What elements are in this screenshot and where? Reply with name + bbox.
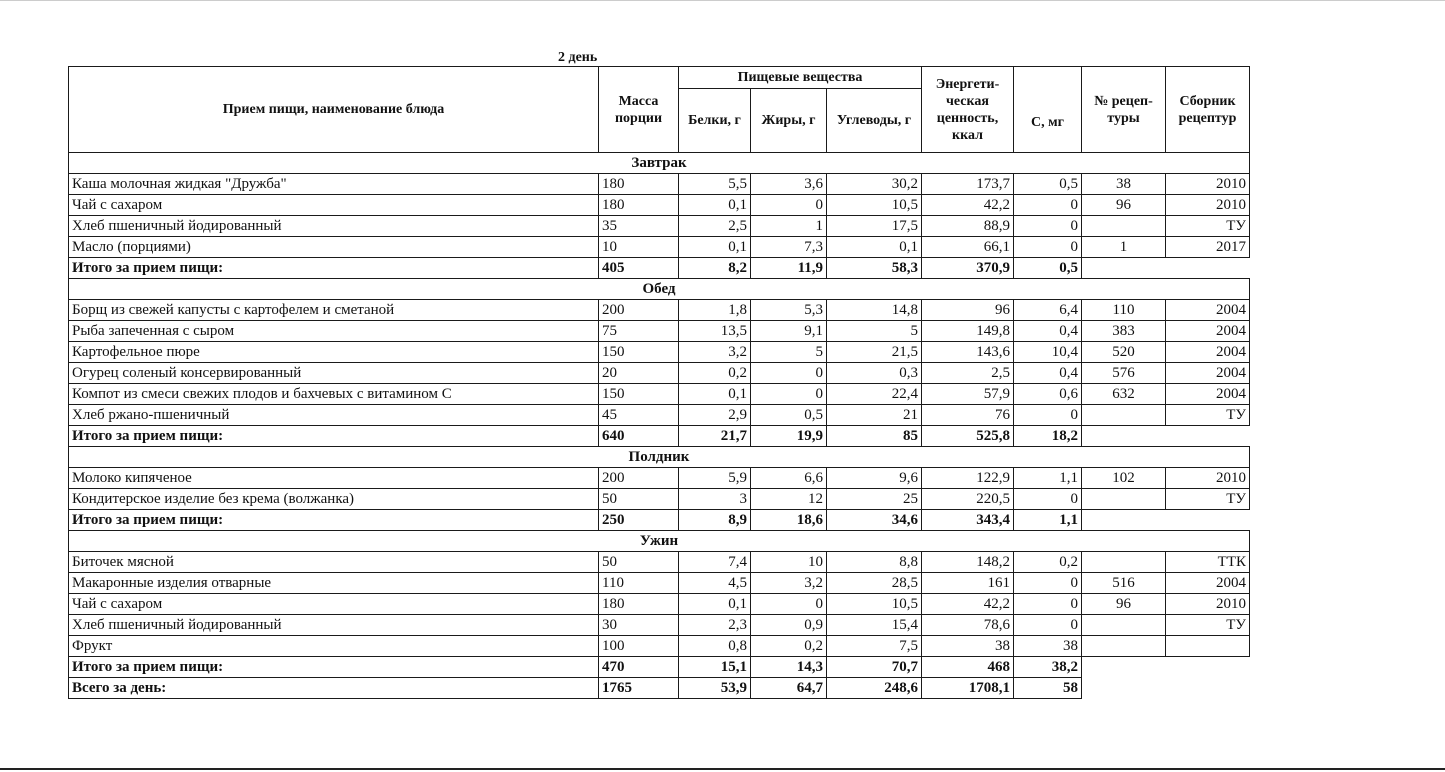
dish-vitc: 0,4 bbox=[1014, 321, 1082, 342]
dish-energy: 38 bbox=[922, 636, 1014, 657]
dish-mass: 200 bbox=[599, 300, 679, 321]
header-nutrients: Пищевые вещества bbox=[679, 67, 922, 89]
section-title: Обед bbox=[69, 279, 1250, 300]
total-label: Итого за прием пищи: bbox=[69, 426, 599, 447]
dish-carbs: 5 bbox=[827, 321, 922, 342]
dish-book: 2010 bbox=[1166, 594, 1250, 615]
section-title: Полдник bbox=[69, 447, 1250, 468]
grand-total-vitc: 58 bbox=[1014, 678, 1082, 699]
total-carbs: 34,6 bbox=[827, 510, 922, 531]
total-protein: 15,1 bbox=[679, 657, 751, 678]
dish-name: Компот из смеси свежих плодов и бахчевых с витамином С bbox=[69, 384, 599, 405]
dish-book: 2017 bbox=[1166, 237, 1250, 258]
empty-cell bbox=[1082, 510, 1166, 531]
dish-protein: 5,9 bbox=[679, 468, 751, 489]
dish-vitc: 0,4 bbox=[1014, 363, 1082, 384]
dish-book: ТТК bbox=[1166, 552, 1250, 573]
dish-recipe bbox=[1082, 636, 1166, 657]
dish-name: Чай с сахаром bbox=[69, 195, 599, 216]
total-vitc: 0,5 bbox=[1014, 258, 1082, 279]
dish-protein: 2,5 bbox=[679, 216, 751, 237]
table-header bbox=[69, 67, 1250, 153]
header-energy: Энергети- ческая ценность, ккал bbox=[922, 67, 1014, 153]
dish-mass: 50 bbox=[599, 489, 679, 510]
grand-total-fat: 64,7 bbox=[751, 678, 827, 699]
dish-energy: 2,5 bbox=[922, 363, 1014, 384]
dish-fat: 6,6 bbox=[751, 468, 827, 489]
dish-book: ТУ bbox=[1166, 615, 1250, 636]
table-row bbox=[69, 573, 1250, 594]
dish-fat: 0 bbox=[751, 384, 827, 405]
dish-carbs: 14,8 bbox=[827, 300, 922, 321]
dish-name: Фрукт bbox=[69, 636, 599, 657]
grand-total-protein: 53,9 bbox=[679, 678, 751, 699]
empty-cell bbox=[1166, 510, 1250, 531]
dish-energy: 78,6 bbox=[922, 615, 1014, 636]
dish-book: 2004 bbox=[1166, 363, 1250, 384]
dish-book: 2010 bbox=[1166, 468, 1250, 489]
dish-energy: 173,7 bbox=[922, 174, 1014, 195]
dish-mass: 100 bbox=[599, 636, 679, 657]
dish-fat: 3,2 bbox=[751, 573, 827, 594]
menu-table bbox=[68, 66, 1250, 699]
section-header-row bbox=[69, 447, 1250, 468]
dish-carbs: 22,4 bbox=[827, 384, 922, 405]
dish-carbs: 9,6 bbox=[827, 468, 922, 489]
dish-name: Рыба запеченная с сыром bbox=[69, 321, 599, 342]
dish-recipe: 96 bbox=[1082, 594, 1166, 615]
dish-vitc: 6,4 bbox=[1014, 300, 1082, 321]
total-row bbox=[69, 510, 1250, 531]
table-row bbox=[69, 594, 1250, 615]
total-carbs: 70,7 bbox=[827, 657, 922, 678]
total-protein: 8,9 bbox=[679, 510, 751, 531]
dish-fat: 0 bbox=[751, 363, 827, 384]
dish-mass: 180 bbox=[599, 594, 679, 615]
dish-book: ТУ bbox=[1166, 216, 1250, 237]
dish-name: Хлеб пшеничный йодированный bbox=[69, 615, 599, 636]
scan-edge-top bbox=[0, 0, 1445, 1]
table-row bbox=[69, 384, 1250, 405]
dish-carbs: 21,5 bbox=[827, 342, 922, 363]
total-row bbox=[69, 258, 1250, 279]
dish-protein: 0,1 bbox=[679, 237, 751, 258]
dish-name: Картофельное пюре bbox=[69, 342, 599, 363]
total-carbs: 85 bbox=[827, 426, 922, 447]
table-row bbox=[69, 468, 1250, 489]
dish-energy: 57,9 bbox=[922, 384, 1014, 405]
dish-mass: 30 bbox=[599, 615, 679, 636]
dish-name: Чай с сахаром bbox=[69, 594, 599, 615]
dish-fat: 10 bbox=[751, 552, 827, 573]
dish-carbs: 7,5 bbox=[827, 636, 922, 657]
dish-fat: 5,3 bbox=[751, 300, 827, 321]
dish-book: 2004 bbox=[1166, 573, 1250, 594]
section-header-row bbox=[69, 279, 1250, 300]
dish-book: ТУ bbox=[1166, 405, 1250, 426]
dish-book: 2010 bbox=[1166, 174, 1250, 195]
total-fat: 19,9 bbox=[751, 426, 827, 447]
dish-energy: 143,6 bbox=[922, 342, 1014, 363]
dish-carbs: 0,3 bbox=[827, 363, 922, 384]
dish-energy: 149,8 bbox=[922, 321, 1014, 342]
dish-name: Хлеб пшеничный йодированный bbox=[69, 216, 599, 237]
dish-protein: 7,4 bbox=[679, 552, 751, 573]
page-title: 2 день bbox=[558, 50, 598, 65]
dish-fat: 12 bbox=[751, 489, 827, 510]
dish-name: Кондитерское изделие без крема (волжанка) bbox=[69, 489, 599, 510]
dish-fat: 0,5 bbox=[751, 405, 827, 426]
dish-recipe bbox=[1082, 615, 1166, 636]
total-row bbox=[69, 657, 1250, 678]
dish-carbs: 21 bbox=[827, 405, 922, 426]
empty-cell bbox=[1166, 678, 1250, 699]
dish-mass: 35 bbox=[599, 216, 679, 237]
dish-name: Хлеб ржано-пшеничный bbox=[69, 405, 599, 426]
dish-recipe bbox=[1082, 552, 1166, 573]
dish-protein: 2,9 bbox=[679, 405, 751, 426]
dish-book bbox=[1166, 636, 1250, 657]
table-row bbox=[69, 363, 1250, 384]
total-mass: 470 bbox=[599, 657, 679, 678]
dish-recipe bbox=[1082, 489, 1166, 510]
grand-total-carbs: 248,6 bbox=[827, 678, 922, 699]
dish-vitc: 0 bbox=[1014, 594, 1082, 615]
dish-protein: 0,1 bbox=[679, 594, 751, 615]
dish-name: Молоко кипяченое bbox=[69, 468, 599, 489]
dish-fat: 0 bbox=[751, 594, 827, 615]
dish-vitc: 0,2 bbox=[1014, 552, 1082, 573]
dish-recipe: 516 bbox=[1082, 573, 1166, 594]
dish-book: 2004 bbox=[1166, 321, 1250, 342]
empty-cell bbox=[1082, 426, 1166, 447]
section-header-row bbox=[69, 153, 1250, 174]
header-fat: Жиры, г bbox=[751, 89, 827, 153]
table-row bbox=[69, 216, 1250, 237]
total-vitc: 18,2 bbox=[1014, 426, 1082, 447]
dish-carbs: 8,8 bbox=[827, 552, 922, 573]
dish-recipe: 110 bbox=[1082, 300, 1166, 321]
dish-name: Масло (порциями) bbox=[69, 237, 599, 258]
dish-fat: 1 bbox=[751, 216, 827, 237]
table-row bbox=[69, 342, 1250, 363]
header-protein: Белки, г bbox=[679, 89, 751, 153]
dish-mass: 150 bbox=[599, 384, 679, 405]
header-carbs: Углеводы, г bbox=[827, 89, 922, 153]
dish-energy: 42,2 bbox=[922, 195, 1014, 216]
table-body bbox=[69, 153, 1250, 699]
dish-vitc: 10,4 bbox=[1014, 342, 1082, 363]
dish-mass: 50 bbox=[599, 552, 679, 573]
dish-vitc: 0 bbox=[1014, 237, 1082, 258]
dish-recipe: 38 bbox=[1082, 174, 1166, 195]
dish-mass: 200 bbox=[599, 468, 679, 489]
total-label: Итого за прием пищи: bbox=[69, 510, 599, 531]
table-row bbox=[69, 195, 1250, 216]
total-mass: 640 bbox=[599, 426, 679, 447]
total-fat: 14,3 bbox=[751, 657, 827, 678]
dish-fat: 5 bbox=[751, 342, 827, 363]
dish-protein: 0,1 bbox=[679, 195, 751, 216]
dish-energy: 96 bbox=[922, 300, 1014, 321]
dish-protein: 1,8 bbox=[679, 300, 751, 321]
dish-mass: 150 bbox=[599, 342, 679, 363]
dish-protein: 2,3 bbox=[679, 615, 751, 636]
table-row bbox=[69, 489, 1250, 510]
dish-fat: 3,6 bbox=[751, 174, 827, 195]
dish-energy: 220,5 bbox=[922, 489, 1014, 510]
dish-vitc: 0 bbox=[1014, 573, 1082, 594]
total-label: Итого за прием пищи: bbox=[69, 657, 599, 678]
grand-total-row bbox=[69, 678, 1250, 699]
scan-edge-bottom bbox=[0, 768, 1445, 770]
table-row bbox=[69, 237, 1250, 258]
table-row bbox=[69, 300, 1250, 321]
dish-mass: 180 bbox=[599, 174, 679, 195]
dish-carbs: 10,5 bbox=[827, 195, 922, 216]
dish-fat: 0,2 bbox=[751, 636, 827, 657]
section-title: Завтрак bbox=[69, 153, 1250, 174]
dish-protein: 0,2 bbox=[679, 363, 751, 384]
dish-protein: 13,5 bbox=[679, 321, 751, 342]
grand-total-energy: 1708,1 bbox=[922, 678, 1014, 699]
dish-protein: 3 bbox=[679, 489, 751, 510]
empty-cell bbox=[1082, 258, 1166, 279]
dish-energy: 42,2 bbox=[922, 594, 1014, 615]
dish-recipe: 520 bbox=[1082, 342, 1166, 363]
dish-carbs: 30,2 bbox=[827, 174, 922, 195]
dish-name: Макаронные изделия отварные bbox=[69, 573, 599, 594]
dish-vitc: 1,1 bbox=[1014, 468, 1082, 489]
header-meal: Прием пищи, наименование блюда bbox=[69, 67, 599, 153]
dish-recipe: 576 bbox=[1082, 363, 1166, 384]
dish-protein: 0,1 bbox=[679, 384, 751, 405]
dish-book: ТУ bbox=[1166, 489, 1250, 510]
total-protein: 8,2 bbox=[679, 258, 751, 279]
table-row bbox=[69, 552, 1250, 573]
dish-recipe: 102 bbox=[1082, 468, 1166, 489]
dish-recipe: 383 bbox=[1082, 321, 1166, 342]
dish-mass: 10 bbox=[599, 237, 679, 258]
empty-cell bbox=[1166, 258, 1250, 279]
dish-vitc: 0 bbox=[1014, 405, 1082, 426]
dish-carbs: 28,5 bbox=[827, 573, 922, 594]
grand-total-mass: 1765 bbox=[599, 678, 679, 699]
dish-energy: 161 bbox=[922, 573, 1014, 594]
dish-book: 2004 bbox=[1166, 300, 1250, 321]
total-carbs: 58,3 bbox=[827, 258, 922, 279]
dish-carbs: 25 bbox=[827, 489, 922, 510]
header-book: Сборник рецептур bbox=[1166, 67, 1250, 153]
dish-book: 2010 bbox=[1166, 195, 1250, 216]
dish-vitc: 0,5 bbox=[1014, 174, 1082, 195]
dish-recipe: 96 bbox=[1082, 195, 1166, 216]
table-row bbox=[69, 321, 1250, 342]
dish-protein: 4,5 bbox=[679, 573, 751, 594]
dish-fat: 0,9 bbox=[751, 615, 827, 636]
empty-cell bbox=[1082, 657, 1166, 678]
total-fat: 18,6 bbox=[751, 510, 827, 531]
dish-vitc: 0 bbox=[1014, 615, 1082, 636]
total-energy: 343,4 bbox=[922, 510, 1014, 531]
dish-mass: 45 bbox=[599, 405, 679, 426]
dish-energy: 66,1 bbox=[922, 237, 1014, 258]
total-vitc: 1,1 bbox=[1014, 510, 1082, 531]
dish-protein: 3,2 bbox=[679, 342, 751, 363]
total-energy: 468 bbox=[922, 657, 1014, 678]
table-row bbox=[69, 405, 1250, 426]
dish-name: Борщ из свежей капусты с картофелем и сметаной bbox=[69, 300, 599, 321]
dish-recipe bbox=[1082, 405, 1166, 426]
total-energy: 370,9 bbox=[922, 258, 1014, 279]
table-row bbox=[69, 636, 1250, 657]
dish-book: 2004 bbox=[1166, 384, 1250, 405]
empty-cell bbox=[1082, 678, 1166, 699]
dish-name: Каша молочная жидкая "Дружба" bbox=[69, 174, 599, 195]
table-row bbox=[69, 615, 1250, 636]
total-protein: 21,7 bbox=[679, 426, 751, 447]
header-mass: Масса порции bbox=[599, 67, 679, 153]
dish-name: Огурец соленый консервированный bbox=[69, 363, 599, 384]
empty-cell bbox=[1166, 657, 1250, 678]
dish-mass: 110 bbox=[599, 573, 679, 594]
dish-protein: 5,5 bbox=[679, 174, 751, 195]
total-mass: 405 bbox=[599, 258, 679, 279]
dish-mass: 75 bbox=[599, 321, 679, 342]
total-label: Итого за прием пищи: bbox=[69, 258, 599, 279]
dish-vitc: 0 bbox=[1014, 195, 1082, 216]
dish-carbs: 0,1 bbox=[827, 237, 922, 258]
dish-recipe bbox=[1082, 216, 1166, 237]
dish-carbs: 17,5 bbox=[827, 216, 922, 237]
total-row bbox=[69, 426, 1250, 447]
total-mass: 250 bbox=[599, 510, 679, 531]
dish-name: Биточек мясной bbox=[69, 552, 599, 573]
dish-fat: 9,1 bbox=[751, 321, 827, 342]
section-header-row bbox=[69, 531, 1250, 552]
dish-carbs: 15,4 bbox=[827, 615, 922, 636]
dish-book: 2004 bbox=[1166, 342, 1250, 363]
dish-recipe: 1 bbox=[1082, 237, 1166, 258]
header-recipe: № рецеп- туры bbox=[1082, 67, 1166, 153]
dish-mass: 180 bbox=[599, 195, 679, 216]
dish-protein: 0,8 bbox=[679, 636, 751, 657]
dish-mass: 20 bbox=[599, 363, 679, 384]
dish-energy: 76 bbox=[922, 405, 1014, 426]
dish-fat: 7,3 bbox=[751, 237, 827, 258]
total-vitc: 38,2 bbox=[1014, 657, 1082, 678]
dish-energy: 122,9 bbox=[922, 468, 1014, 489]
dish-energy: 88,9 bbox=[922, 216, 1014, 237]
dish-carbs: 10,5 bbox=[827, 594, 922, 615]
dish-recipe: 632 bbox=[1082, 384, 1166, 405]
dish-vitc: 0 bbox=[1014, 216, 1082, 237]
dish-vitc: 0,6 bbox=[1014, 384, 1082, 405]
total-energy: 525,8 bbox=[922, 426, 1014, 447]
dish-energy: 148,2 bbox=[922, 552, 1014, 573]
section-title: Ужин bbox=[69, 531, 1250, 552]
empty-cell bbox=[1166, 426, 1250, 447]
dish-fat: 0 bbox=[751, 195, 827, 216]
grand-total-label: Всего за день: bbox=[69, 678, 599, 699]
total-fat: 11,9 bbox=[751, 258, 827, 279]
table-row bbox=[69, 174, 1250, 195]
dish-vitc: 0 bbox=[1014, 489, 1082, 510]
header-vitc: С, мг bbox=[1014, 67, 1082, 153]
dish-vitc: 38 bbox=[1014, 636, 1082, 657]
